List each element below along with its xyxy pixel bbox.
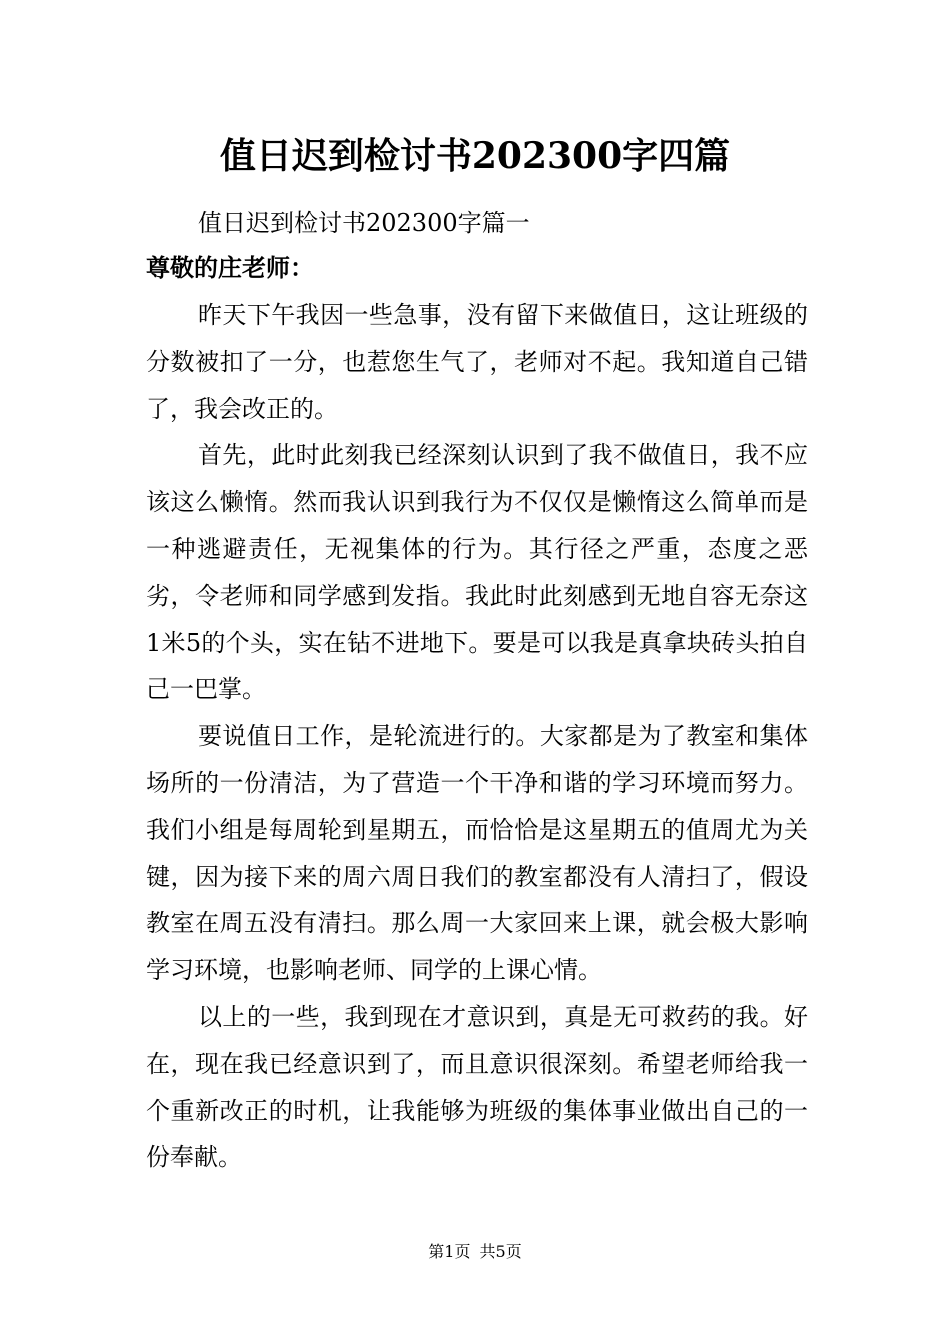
paragraph-3: 要说值日工作，是轮流进行的。大家都是为了教室和集体场所的一份清洁，为了营造一个干净和谐的学习环境而努力。我们小组是每周轮到星期五，而恰恰是这星期五的值周尤为关键，因为接下来的周六周日我们的教室都没有人清扫了，假设教室在周五没有清扫。那么周一大家回来上课，就会极大影响学习环境，也影响老师、同学的上课心情。 <box>146 722 808 985</box>
section-subtitle: 值日迟到检讨书202300字篇一 <box>198 209 530 237</box>
document-body <box>146 292 808 1181</box>
document-title: 值日迟到检讨书202300字四篇 <box>219 135 731 177</box>
salutation: 尊敬的庄老师： <box>146 253 314 282</box>
paragraph-1: 昨天下午我因一些急事，没有留下来做值日，这让班级的分数被扣了一分，也惹您生气了，老师对不起。我知道自己错了，我会改正的。 <box>146 301 808 423</box>
page-total: 共5页 <box>479 1242 522 1261</box>
page-number: 第1页 <box>428 1242 471 1261</box>
paragraph-2: 首先，此时此刻我已经深刻认识到了我不做值日，我不应该这么懒惰。然而我认识到我行为不仅仅是懒惰这么简单而是一种逃避责任，无视集体的行为。其行径之严重，态度之恶劣，令老师和同学感到发指。我此时此刻感到无地自容无奈这1米5的个头，实在钻不进地下。要是可以我是真拿块砖头拍自己一巴掌。 <box>146 441 808 704</box>
paragraph-4: 以上的一些，我到现在才意识到，真是无可救药的我。好在，现在我已经意识到了，而且意识很深刻。希望老师给我一个重新改正的时机，让我能够为班级的集体事业做出自己的一份奉献。 <box>146 1002 808 1172</box>
page-footer <box>0 1240 950 1264</box>
